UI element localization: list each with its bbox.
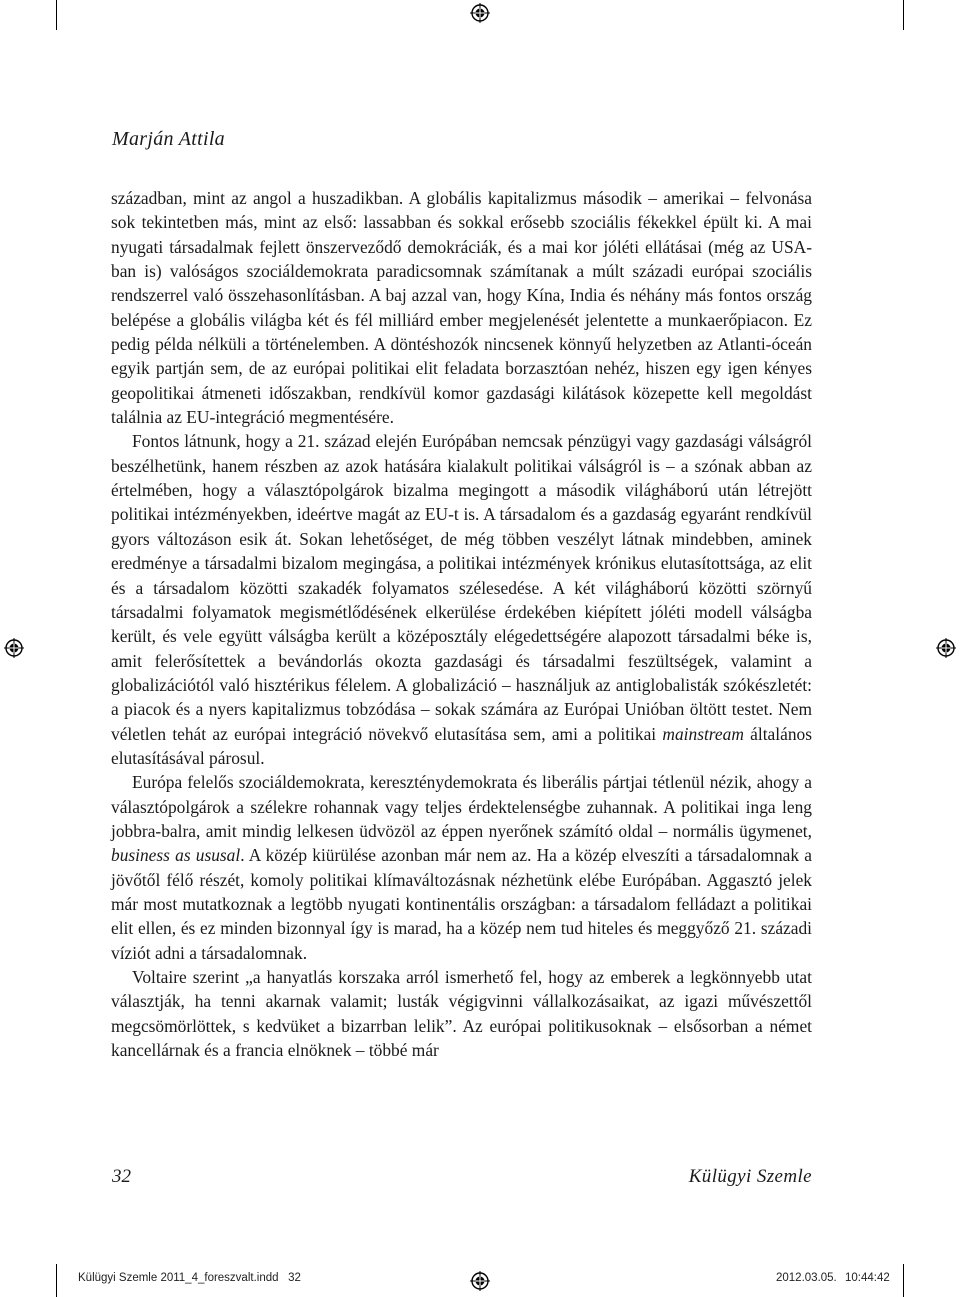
crop-mark-top-right [903, 0, 904, 30]
crop-mark-bottom-left [56, 1264, 57, 1297]
paragraph-text: században, mint az angol a huszadikban. A globális kapitalizmus második – amerikai – felvonása sok tekintetben más, mint az első: lassabban és sokkal erősebb szociális fékekkel épült ki. A mai nyugati társadalmak fejlett önszerveződő demokráciák, és a mai kor jóléti ellátásai (még az USA-ban is) valóságos szociáldemokrata paradicsomnak számítanak a múlt századi európai szociális rendszerrel való összehasonlításban. A baj azzal van, hogy Kína, India és néhány más fontos ország belépése a globális világba két és fél milliárd ember megjelenését jelentette a munkaerőpiacon. Ez pedig példa nélküli a történelemben. A döntéshozók nincsenek könnyű helyzetben az Atlanti-óceán egyik partján sem, de az európai politikai elit feladata borzasztóan nehéz, hiszen egy igen kényes geopolitikai átmeneti időszakban, rendkívül komor gazdasági kilátások közepette kell megoldást találnia az EU-integráció megmentésére. [111, 188, 812, 428]
body-text [111, 186, 812, 1062]
slug-date: 2012.03.05. [776, 1272, 837, 1284]
paragraph [111, 429, 812, 770]
paragraph-text: . A közép kiürülése azonban már nem az. Ha a közép elveszíti a társadalomnak a jövőtől félő részét, komoly politikai klímaváltozásnak nézhetünk elébe Európában. Aggasztó jelek már most mutatkoznak a legtöbb nyugati kontinentális országban: a társadalom felládazt a politikai elit ellen, és ez minden bizonnyal így is marad, ha a közép nem tud hiteles és meggyőző 21. századi víziót adni a társadalomnak. [111, 845, 812, 963]
italic-term: business as ususal [111, 845, 241, 866]
registration-mark-icon [470, 1271, 490, 1291]
paragraph-text: általános elutasításával párosul. [111, 723, 812, 768]
crop-mark-top-left [56, 0, 57, 30]
registration-mark-icon [4, 638, 24, 658]
page-number: 32 [112, 1166, 131, 1187]
paragraph [111, 186, 812, 429]
slug-time: 10:44:42 [845, 1272, 890, 1284]
paragraph-text: Fontos látnunk, hogy a 21. század elején Európában nemcsak pénzügyi vagy gazdasági válságról beszélhetünk, hanem részben az azok hatására kialakult politikai válságról is – a szónak abban az értelmében, hogy a választópolgárok bizalma megingott a második világháború után létrejött politikai intézményekben, ideértve magát az EU-t is. A társadalom és a gazdaság egyaránt rendkívül gyors változáson esik át. Sokan lehetőséget, de még többen veszélyt látnak mindebben, aminek eredménye a társadalmi bizalom megingása, a politikai intézmények krónikus elutasítottsága, az elit és a társadalom közötti szakadék folyamatos szélesedése. A két világháború közötti szörnyű társadalmi folyamatok megismétlődésének elkerülése érdekében kiépített jóléti modell válságba került, és vele együtt válságba került a középosztály elégedettségére alapozott társadalmi béke is, amit felerősítettek a bevándorlás okozta gazdasági és társadalmi feszültségek, valamint a globalizációtól való hisztérikus félelem. A globalizáció – használjuk az antiglobalisták szókészletét: a piacok és a nyers kapitalizmus tobzódása – sokak számára az Európai Unióban öltött testet. Nem véletlen tehát az európai integráció növekvő elutasítása sem, ami a politikai [111, 431, 812, 744]
crop-mark-bottom-right [903, 1264, 904, 1297]
paragraph-text: Voltaire szerint „a hanyatlás korszaka arról ismerhető fel, hogy az emberek a legkönnyebb utat választják, ha tenni akarnak valamit; lusták végigvinni vállalkozásaikat, az igazi művészettől megcsömörlöttek, s kedvüket a bizarrban lelik”. Az európai politikusoknak – elsősorban a német kancellárnak és a francia elnöknek – többé már [111, 967, 812, 1061]
paragraph-text: Európa felelős szociáldemokrata, kereszténydemokrata és liberális pártjai tétlenül nézik, ahogy a választópolgárok a szélekre rohannak vagy teljes érdektelenségbe zuhannak. A politikai inga leng jobbra-balra, amit mindig lelkesen üdvözöl az éppen nyerőnek számító oldal – normális ügymenet, [111, 772, 812, 841]
registration-mark-icon [936, 638, 956, 658]
paragraph [111, 965, 812, 1062]
running-head: Marján Attila [112, 128, 225, 150]
slug-filename: Külügyi Szemle 2011_4_foreszvalt.indd 32 [78, 1272, 301, 1284]
registration-mark-icon [470, 3, 490, 23]
journal-title: Külügyi Szemle [688, 1166, 812, 1187]
paragraph [111, 770, 812, 965]
italic-term: mainstream [662, 723, 744, 744]
